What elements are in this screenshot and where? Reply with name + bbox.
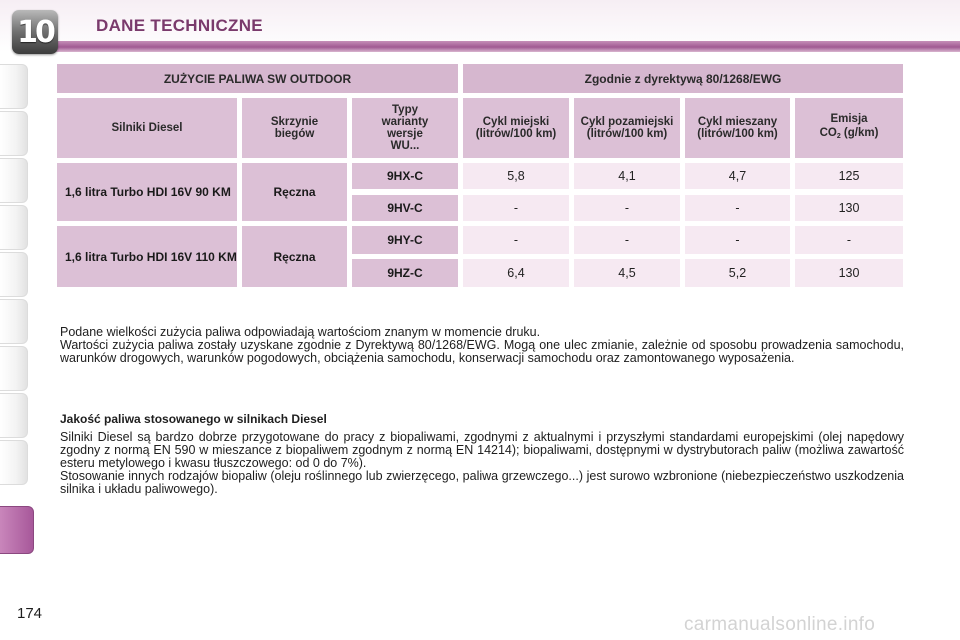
chapter-tab-8[interactable] xyxy=(0,393,28,438)
page-number: 174 xyxy=(17,605,43,622)
chapter-tab-strip xyxy=(0,64,34,580)
co-label: CO xyxy=(819,127,837,139)
combined-value: 5,2 xyxy=(685,259,790,287)
page-title: DANE TECHNICZNE xyxy=(96,16,263,35)
col-header-engines: Silniki Diesel xyxy=(57,98,237,158)
gearbox-cell-90km: Ręczna xyxy=(242,163,347,221)
chapter-tab-5[interactable] xyxy=(0,252,28,297)
fuel-quality-paragraph-1: Silniki Diesel są bardzo dobrze przygotowane do pracy z biopaliwami, zgodnymi z aktualnymi i przyszłymi standardami europejskimi (olej napędowy zgodny z normą EN 590 w mieszance z biopaliwem zgodnym z normą EN 14214); biopaliwami, dostępnymi w dystrybutorach paliw (możliwa zawartość esteru metylowego i kwasu tłuszczowego: od 0 do 7%). xyxy=(60,430,904,470)
chapter-tab-2[interactable] xyxy=(0,111,28,156)
urban-value: 5,8 xyxy=(463,163,569,189)
extra-urban-value: 4,1 xyxy=(574,163,680,189)
variant-cell: 9HZ-C xyxy=(352,259,458,287)
col-header-extra-urban: Cykl pozamiejski (litrów/100 km) xyxy=(574,98,680,158)
chapter-tab-7[interactable] xyxy=(0,346,28,391)
urban-value: - xyxy=(463,195,569,221)
emission-label: Emisja xyxy=(830,113,868,125)
combined-value: - xyxy=(685,226,790,254)
urban-value: - xyxy=(463,226,569,254)
unit-label: (g/km) xyxy=(843,127,879,139)
col-header-variants: Typy warianty wersje WU... xyxy=(352,98,458,158)
table-title-left: ZUŻYCIE PALIWA SW OUTDOOR xyxy=(57,64,458,93)
extra-urban-value: - xyxy=(574,195,680,221)
co2-value: 130 xyxy=(795,195,903,221)
co2-value: 125 xyxy=(795,163,903,189)
urban-value: 6,4 xyxy=(463,259,569,287)
co2-value: - xyxy=(795,226,903,254)
chapter-number-badge: 10 xyxy=(12,10,58,54)
emission-unit-label xyxy=(820,127,879,143)
co2-subscript: 2 xyxy=(836,133,841,140)
col-header-gearbox: Skrzynie biegów xyxy=(242,98,347,158)
col-header-urban: Cykl miejski (litrów/100 km) xyxy=(463,98,569,158)
watermark: carmanualsonline.info xyxy=(684,614,876,635)
co2-value: 130 xyxy=(795,259,903,287)
variant-cell: 9HV-C xyxy=(352,195,458,221)
consumption-notes xyxy=(60,326,904,365)
fuel-quality-title: Jakość paliwa stosowanego w silnikach Diesel xyxy=(60,412,327,426)
combined-value: 4,7 xyxy=(685,163,790,189)
extra-urban-value: - xyxy=(574,226,680,254)
gearbox-cell-110km: Ręczna xyxy=(242,226,347,287)
col-header-emission xyxy=(795,98,903,158)
header-accent-line xyxy=(55,41,960,52)
col-header-combined: Cykl mieszany (litrów/100 km) xyxy=(685,98,790,158)
chapter-tab-3[interactable] xyxy=(0,158,28,203)
chapter-tab-1[interactable] xyxy=(0,64,28,109)
extra-urban-value: 4,5 xyxy=(574,259,680,287)
fuel-quality-text xyxy=(60,431,904,496)
chapter-tab-9[interactable] xyxy=(0,440,28,485)
chapter-tab-10-active[interactable] xyxy=(0,506,34,554)
variant-cell: 9HY-C xyxy=(352,226,458,254)
engine-cell-90km: 1,6 litra Turbo HDI 16V 90 KM xyxy=(57,163,237,221)
fuel-quality-paragraph-2: Stosowanie innych rodzajów biopaliw (oleju roślinnego lub zwierzęcego, paliwa grzewczego...) jest surowo wzbronione (niebezpieczeństwo uszkodzenia silnika i układu paliwowego). xyxy=(60,469,904,496)
chapter-tab-4[interactable] xyxy=(0,205,28,250)
chapter-tab-6[interactable] xyxy=(0,299,28,344)
table-title-right: Zgodnie z dyrektywą 80/1268/EWG xyxy=(463,64,903,93)
combined-value: - xyxy=(685,195,790,221)
note-line-1: Podane wielkości zużycia paliwa odpowiadają wartościom znanym w momencie druku. xyxy=(60,325,541,339)
engine-cell-110km: 1,6 litra Turbo HDI 16V 110 KM xyxy=(57,226,237,287)
note-line-2: Wartości zużycia paliwa zostały uzyskane zgodnie z Dyrektywą 80/1268/EWG. Mogą one ulec zmianie, zależnie od sposobu prowadzenia samochodu, warunków drogowych, warunków pogodowych, obciążenia samochodu, konserwacji samochodu oraz zamontowanego wyposażenia. xyxy=(60,338,904,365)
variant-cell: 9HX-C xyxy=(352,163,458,189)
